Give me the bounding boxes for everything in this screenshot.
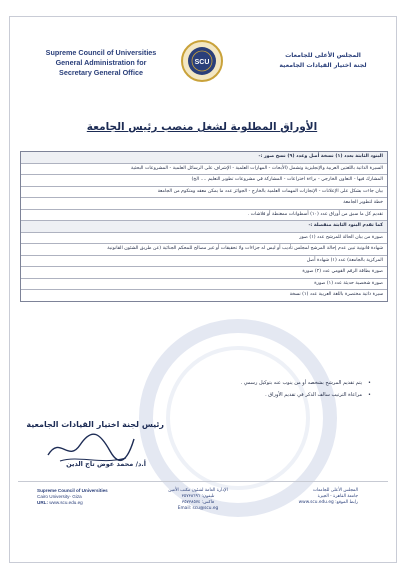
footer-arabic [248,488,358,506]
table-row: المركزية بالجامعة) عدد (١) شهادة أصل [21,256,387,268]
header-en-line1: Supreme Council of Universities [45,48,157,57]
header-english [36,48,166,78]
scu-logo-icon [177,38,227,84]
table-section-header: البنود الثابتة بعدد (١) نسخة أصل وعدد (٩) نسخ صور :- [21,152,387,164]
footer-url-label: URL: [37,500,48,505]
footer-ar-line1: المجلس الأعلى للجامعات [312,488,358,493]
footer-en-line2: Cairo University- Giza [37,494,82,499]
signatory-title: رئيس لجنة اختيار القيادات الجامعية [26,420,164,429]
header-en-line2: General Administration for [55,58,147,67]
footer-ar-url-label: رابط الموقع: [335,500,358,505]
note-item: • يتم تقديم المرشح بشخصه أو من ينوب عنه بتوكيل رسمي . [241,377,371,389]
note-item: • مراعاة الترتيب سالف الذكر في تقديم الأوراق . [241,389,371,401]
table-section-header: كما تقدم البنود الثابتة منفصلة :- [21,221,387,233]
footer-mid-line1: الإدارة العامة لشئون مكتب الأمين [168,488,228,493]
header-ar-line1: المجلس الأعلى للجامعات [285,52,361,59]
requirements-table [20,151,388,302]
notes-list [241,377,371,401]
table-row: صورة شخصية حديثة عدد (١) صورة [21,279,387,291]
footer-english [37,488,108,506]
table-row: سيرة ذاتية مختصرة باللغة العربية عدد (١) نسخة [289,292,383,297]
table-row: المشارك فيها - التعاون الخارجي - براءة اختراعات - المشاركة في مشروعات تطوير التعليم .... الخ) [21,175,387,187]
table-row: شهادة قانونية تبين عدم إحالة المرشح لمجلس تأديب أو ليس له جزاءات ولا تحقيقات أو غير مصالح للمحكم الجنائية (عن طريق الشئون القانونية [21,244,387,256]
table-row: صورة من بيان الحالة للمرشح عدد (١) صور [21,233,387,245]
footer-en-line1: Supreme Council of Universities [37,488,108,493]
footer-email-label: Email: [177,506,192,511]
header-ar-line2: لجنة اختيار القيادات الجامعية [279,62,367,69]
footer-divider [18,481,388,482]
table-row: تقديم كل ما سبق من أوراق عدد (١٠) أسطوانات ممغنطة أو فلاشات . [21,210,387,222]
footer-fax: فاكس: ٣٥٧٣٨٥٧٤ [181,500,215,505]
logo-text: SCU [194,59,210,66]
footer-contact [148,488,248,512]
footer-ar-url-link[interactable]: www.scu.edu.eg [298,500,334,505]
footer-email-link[interactable]: scu@scu.eg [192,506,219,511]
header-en-line3: Secretary General Office [59,68,143,77]
footer-phone: تليفون: ٣٥٧٣٨٦٩٦ [181,494,215,499]
document-title: الأوراق المطلوبة لشغل منصب رئيس الجامعة [86,121,318,133]
footer-ar-line2: جامعة القاهرة - الجيزة [317,494,358,499]
table-row: خطة لتطوير الجامعة [21,198,387,210]
footer-url-link[interactable]: www.scu.edu.eg [49,500,83,505]
table-row: صورة بطاقة الرقم القومي عدد (٢) صورة [21,267,387,279]
signatory-name: أ.د/ محمد عوض تاج الدين [66,460,146,468]
header-arabic [268,51,378,71]
table-row: السيرة الذاتية باللغتين العربية والإنجليزية وتشمل (الأبحاث - المهارات العلمية - الإشراف على الرسائل العلمية - المشروعات البحثية [21,164,387,176]
table-row: بيان جاءت بشكل على الإعلانات - الإنجازات المهمات العلمية بالخارج - الجوائز عدد ما يمكن معقد ومتكوم من الجامعة [21,187,387,199]
